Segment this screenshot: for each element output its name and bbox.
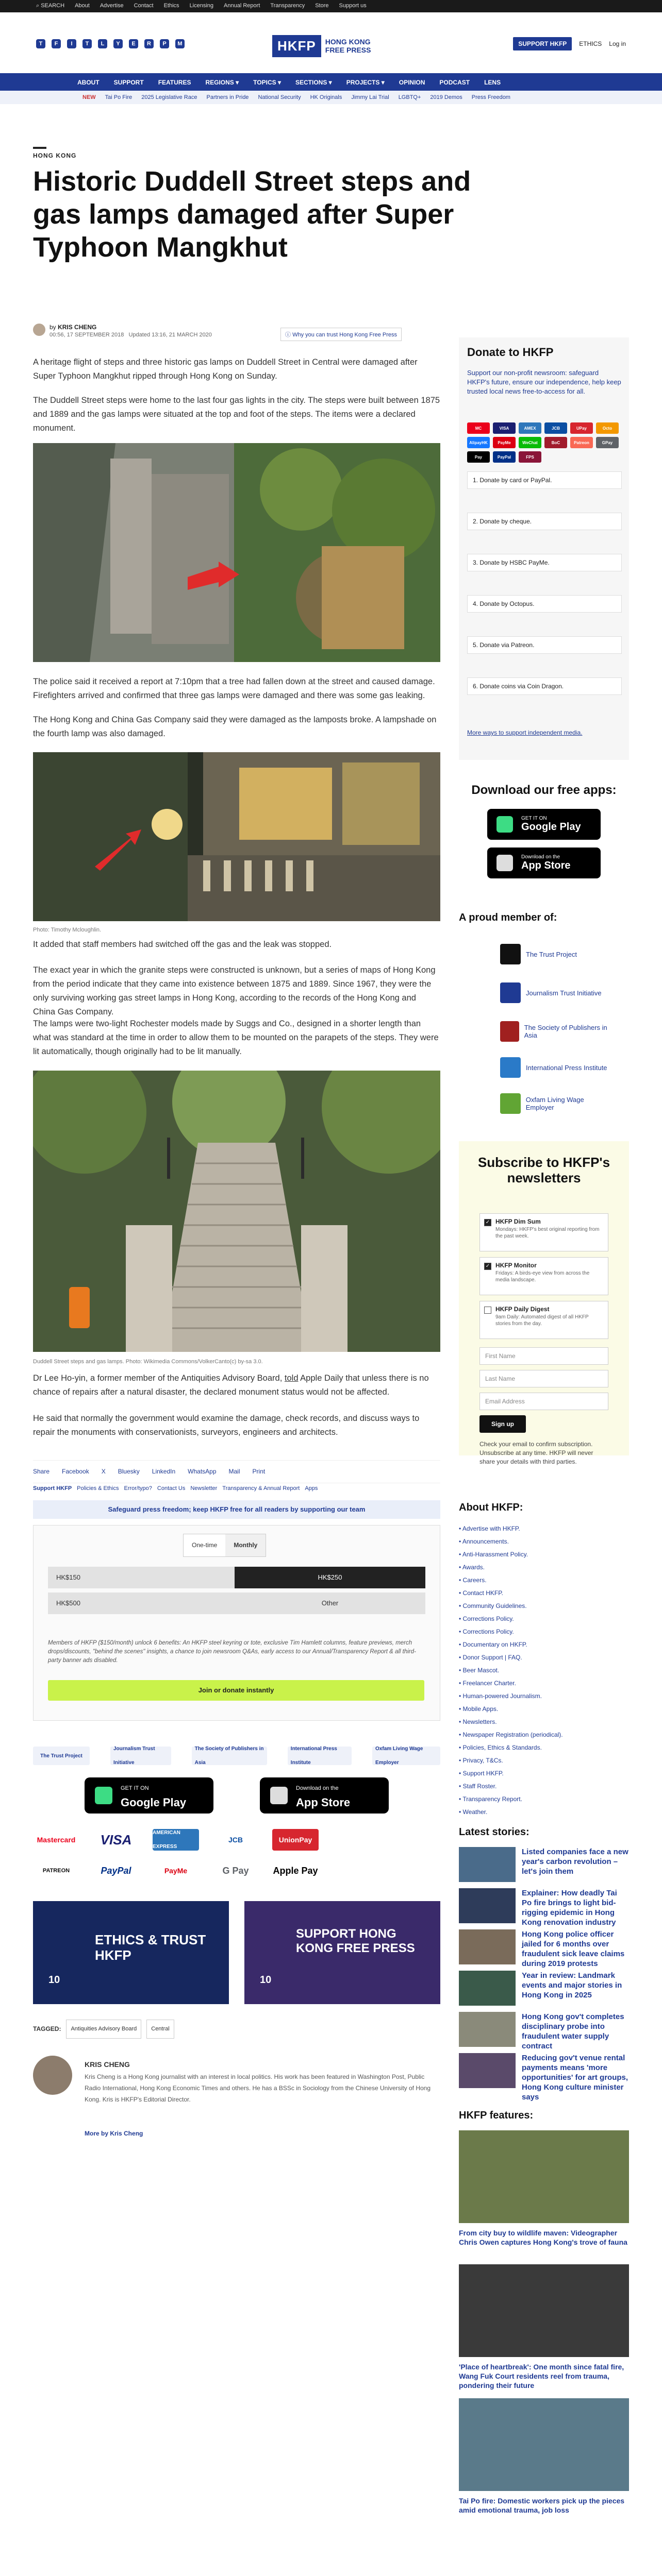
newsletter-option-desc: Mondays: HKFP's best original reporting from the past week.	[495, 1227, 600, 1239]
member-label: International Press Institute	[526, 1063, 607, 1072]
store-caption: Download on the	[296, 1785, 339, 1791]
threads-icon[interactable]: T	[82, 39, 92, 48]
donate-option-coin-dragon[interactable]: 6. Donate coins via Coin Dragon.	[467, 677, 622, 695]
payment-card-icon: Octo	[596, 422, 619, 434]
share-facebook[interactable]: Facebook	[62, 1468, 89, 1475]
store-caption: GET IT ON	[521, 816, 547, 821]
google-play-icon	[95, 1787, 112, 1804]
trust-project-badge[interactable]: The Trust Project	[33, 1747, 90, 1765]
topbar-link-licensing[interactable]: Licensing	[189, 3, 214, 9]
trust-badges	[33, 1747, 440, 1765]
topbar-link-about[interactable]: About	[75, 3, 90, 9]
article-footer-links	[33, 1482, 440, 1496]
payment-card-icon: AlipayHK	[467, 437, 490, 448]
by-prefix: by	[49, 324, 56, 331]
feature-image[interactable]	[459, 2264, 629, 2357]
topbar-link-store[interactable]: Store	[315, 3, 329, 9]
google-play-button[interactable]	[85, 1777, 213, 1814]
store-caption: GET IT ON	[121, 1785, 149, 1791]
about-link[interactable]: • Beer Mascot.	[459, 1667, 500, 1674]
story-thumbnail[interactable]	[459, 1888, 516, 1923]
paragraph: A heritage flight of steps and three historic gas lamps on Duddell Street in Central were damaged after Super Typhoon Mangkhut ripped through Hong Kong on Sunday.	[33, 358, 418, 381]
footer-link-error[interactable]: Error/typo?	[124, 1485, 152, 1492]
checkbox-checked-icon[interactable]: ✓	[484, 1263, 491, 1270]
share-whatsapp[interactable]: WhatsApp	[188, 1468, 217, 1475]
paragraph: He said that normally the government would examine the damage, check records, and discuss ways to repair the monuments with conservationists, surveyors, engineers and architects.	[33, 1414, 420, 1437]
paypal-icon: PayPal	[101, 1865, 131, 1876]
promo-badge: 10	[260, 1974, 272, 1986]
search-link[interactable]: ⌕ SEARCH	[36, 3, 65, 9]
section-rule	[33, 147, 46, 149]
paragraph-text: Dr Lee Ho-yin, a former member of the Antiquities Advisory Board,	[33, 1374, 285, 1383]
latest-story-item[interactable]	[459, 1971, 629, 2010]
monthly-option[interactable]: Monthly	[225, 1534, 266, 1556]
member-trust-project[interactable]	[500, 943, 614, 965]
newsletter-option-monitor[interactable]	[479, 1257, 608, 1295]
author-link[interactable]: KRIS CHENG	[58, 324, 97, 331]
about-link[interactable]: • Contact HKFP.	[459, 1589, 504, 1597]
twitter-icon[interactable]: T	[36, 39, 45, 48]
nav-regions[interactable]: REGIONS ▾	[205, 79, 239, 86]
about-link[interactable]: • Documentary on HKFP.	[459, 1641, 527, 1648]
sopa-badge[interactable]: The Society of Publishers in Asia	[192, 1747, 267, 1765]
about-title: About HKFP:	[459, 1502, 523, 1513]
about-links	[459, 1522, 629, 1819]
newsletter-option-title: HKFP Dim Sum	[495, 1218, 541, 1225]
email-icon[interactable]: E	[129, 39, 138, 48]
email-field[interactable]: Email Address	[479, 1393, 608, 1410]
story-headline[interactable]: Hong Kong police officer jailed for 6 months over fraudulent sick leave claims during 2019 protests	[522, 1930, 625, 1968]
topbar-link-advertise[interactable]: Advertise	[100, 3, 124, 9]
donate-title: Donate to HKFP	[467, 346, 554, 359]
trending-tai-po-fire[interactable]: Tai Po Fire	[105, 94, 133, 100]
duddell-steps-photo	[33, 1071, 440, 1352]
one-time-option[interactable]: One-time	[184, 1534, 225, 1556]
site-header	[0, 12, 662, 73]
payment-card-icon: UPay	[570, 422, 593, 434]
donation-frequency-toggle	[183, 1534, 266, 1557]
author-name[interactable]: KRIS CHENG	[85, 2060, 130, 2069]
about-link[interactable]: • Support HKFP.	[459, 1770, 504, 1777]
tags-label: TAGGED:	[33, 2025, 61, 2032]
oxfam-badge[interactable]: Oxfam Living Wage Employer	[372, 1747, 440, 1765]
updated-text: Updated 13:16, 21 MARCH 2020	[128, 332, 212, 338]
promo-text: SUPPORT HONG KONG FREE PRESS	[296, 1927, 415, 1955]
story-thumbnail[interactable]	[459, 1929, 516, 1964]
about-link[interactable]: • Freelancer Charter.	[459, 1680, 516, 1687]
payment-card-icon: MC	[467, 422, 490, 434]
jti-icon	[500, 982, 521, 1003]
checkbox-unchecked-icon[interactable]	[484, 1307, 491, 1314]
story-thumbnail[interactable]	[459, 1847, 516, 1882]
nav-opinion[interactable]: OPINION	[399, 79, 425, 86]
support-promo-banner[interactable]	[244, 1901, 440, 2004]
topbar-link-contact[interactable]: Contact	[134, 3, 154, 9]
amount-option[interactable]: HK$150	[48, 1567, 239, 1588]
about-link[interactable]: • Corrections Policy.	[459, 1615, 514, 1622]
payment-card-icon: FPS	[519, 451, 541, 463]
about-link[interactable]: • Privacy, T&Cs.	[459, 1757, 503, 1764]
paragraph: The police said it received a report at 7:10pm that a tree had fallen down at the street and caused damage. Firefighters arrived and confirmed that three gas lamps were damaged and there was some gas leaking.	[33, 677, 435, 700]
member-title: A proud member of:	[459, 912, 557, 923]
story-headline[interactable]: Explainer: How deadly Tai Po fire brings to light bid-rigging epidemic in Hong Kong renovation industry	[522, 1889, 617, 1927]
share-bar	[33, 1460, 440, 1483]
apps-title: Download our free apps:	[471, 783, 617, 797]
member-oxfam[interactable]	[500, 1092, 614, 1115]
byline-author	[49, 324, 96, 331]
logo-wordmark	[325, 38, 371, 54]
rss-icon[interactable]: R	[144, 39, 154, 48]
story-headline[interactable]: Hong Kong gov't completes disciplinary probe into fraudulent water supply contract	[522, 2012, 624, 2050]
share-print[interactable]: Print	[252, 1468, 266, 1475]
latest-story-item[interactable]	[459, 1929, 629, 1969]
podcast-icon[interactable]: P	[160, 39, 169, 48]
visa-icon: VISA	[100, 1832, 132, 1848]
paragraph: The Duddell Street steps were home to the last four gas lights in the city. The steps were built between 1875 and 1889 and the gas lamps were situated at the top and foot of the steps. The items were a declared monument.	[33, 396, 440, 433]
payment-card-icon: JCB	[544, 422, 567, 434]
paragraph: The Hong Kong and China Gas Company said they were damaged as the lamposts broke. A lampshade on the fourth lamp was also damaged.	[33, 715, 437, 738]
nav-about[interactable]: ABOUT	[77, 79, 100, 86]
member-ipi[interactable]	[500, 1056, 614, 1079]
ethics-link[interactable]: ETHICS	[579, 40, 602, 47]
trending-nav	[0, 91, 662, 104]
jcb-icon: JCB	[228, 1835, 243, 1844]
paragraph: It added that staff members had switched off the gas and the leak was stopped.	[33, 940, 332, 949]
feature-image[interactable]	[459, 2398, 629, 2491]
member-label: The Trust Project	[526, 950, 577, 958]
article-tags	[33, 2020, 440, 2039]
topbar-link-ethics[interactable]: Ethics	[163, 3, 179, 9]
paragraph: The exact year in which the granite steps were constructed is unknown, but a series of maps of Hong Kong from the period indicate that they came into existence between 1875 and 1889. Since 1967, they were the only surviving working gas street lamps in Hong Kong, according to the records of the Hong Kong and China Gas Company.	[33, 965, 436, 1016]
story-headline[interactable]: Year in review: Landmark events and major stories in Hong Kong in 2025	[522, 1971, 622, 1999]
oxfam-icon	[500, 1093, 521, 1114]
newsletter-option-title: HKFP Monitor	[495, 1262, 537, 1269]
date-text: 00:56, 17 SEPTEMBER 2018	[49, 332, 124, 338]
features-title: HKFP features:	[459, 2110, 534, 2121]
store-name: Google Play	[121, 1796, 187, 1809]
nav-topics[interactable]: TOPICS ▾	[253, 79, 281, 86]
sidebar-app-store-button[interactable]	[487, 848, 601, 878]
trending-legislative-race[interactable]: 2025 Legislative Race	[141, 94, 197, 100]
top-utility-bar	[0, 0, 662, 12]
donate-widget	[459, 337, 629, 760]
donate-option-payme[interactable]: 3. Donate by HSBC PayMe.	[467, 554, 622, 571]
payment-card-icon: Patreon	[570, 437, 593, 448]
nav-support[interactable]: SUPPORT	[113, 79, 144, 86]
trust-project-icon	[500, 944, 521, 964]
new-label: NEW	[82, 94, 96, 100]
nav-projects[interactable]: PROJECTS ▾	[346, 79, 385, 86]
feature-headline[interactable]: From city buy to wildlife maven: Videographer Chris Owen captures Hong Kong's trove of fauna	[459, 2229, 627, 2246]
footer-link-contact[interactable]: Contact Us	[157, 1485, 186, 1492]
main-nav	[0, 73, 662, 91]
about-link[interactable]: • Weather.	[459, 1808, 488, 1816]
payment-methods-row-1	[33, 1829, 440, 1851]
payme-icon: PayMe	[164, 1866, 188, 1875]
linkedin-icon[interactable]: L	[98, 39, 107, 48]
store-name: App Store	[296, 1796, 351, 1809]
section-label[interactable]: HONG KONG	[33, 152, 77, 159]
story-thumbnail[interactable]	[459, 2012, 516, 2047]
about-link[interactable]: • Advertise with HKFP.	[459, 1525, 520, 1532]
byline	[33, 320, 487, 346]
join-donate-button[interactable]: Join or donate instantly	[48, 1680, 424, 1701]
payment-methods-row-2	[33, 1860, 440, 1882]
store-name: App Store	[521, 860, 571, 871]
share-linkedin[interactable]: LinkedIn	[152, 1468, 176, 1475]
source-link[interactable]: told	[284, 1374, 299, 1383]
facebook-icon[interactable]: F	[52, 39, 61, 48]
newsletter-footnote: Check your email to confirm subscription. Unsubscribe at any time. HKFP will never share your details with third parties.	[479, 1440, 593, 1465]
about-link[interactable]: • Newspaper Registration (periodical).	[459, 1731, 563, 1738]
trending-national-security[interactable]: National Security	[258, 94, 301, 100]
footer-link-transparency[interactable]: Transparency & Annual Report	[222, 1485, 300, 1492]
apple-icon	[270, 1787, 288, 1804]
mastodon-icon[interactable]: M	[175, 39, 185, 48]
newsletter-title: Subscribe to HKFP's newsletters	[477, 1155, 610, 1185]
logo-line-1: HONG KONG	[325, 38, 371, 46]
newsletter-widget	[459, 1141, 629, 1465]
about-link[interactable]: • Careers.	[459, 1577, 487, 1584]
paragraph	[33, 1371, 440, 1399]
footer-link-newsletter[interactable]: Newsletter	[190, 1485, 218, 1492]
author-box	[33, 2056, 440, 2190]
youtube-icon[interactable]: Y	[113, 39, 123, 48]
google-play-icon	[496, 816, 513, 833]
story-thumbnail[interactable]	[459, 1971, 516, 2006]
more-ways-link[interactable]: More ways to support independent media.	[467, 729, 583, 736]
latest-story-item[interactable]	[459, 2053, 629, 2102]
story-headline[interactable]: Listed companies face a new year's carbon revolution – let's join them	[522, 1848, 628, 1876]
membership-benefits: Members of HKFP ($150/month) unlock 6 benefits: An HKFP steel keyring or tote, exclusive Tim Hamlett columns, feature previews, merch drops/discounts, "behind the scenes" insights, a chance to join newsroom Q&As, early access to our Annual/Transparency Report & all third-party banner ads disabled.	[48, 1640, 416, 1664]
newsletter-option-desc: 9am Daily: Automated digest of all HKFP stories from the day.	[495, 1314, 589, 1327]
footer-link-support[interactable]: Support HKFP	[33, 1485, 72, 1492]
trending-2019-demos[interactable]: 2019 Demos	[430, 94, 462, 100]
donate-option-patreon[interactable]: 5. Donate via Patreon.	[467, 636, 622, 654]
member-label: Oxfam Living Wage Employer	[525, 1096, 584, 1111]
amount-option[interactable]: HK$500	[48, 1592, 239, 1614]
sopa-icon	[500, 1021, 519, 1042]
author-photo[interactable]	[33, 2056, 72, 2095]
about-link[interactable]: • Announcements.	[459, 1538, 509, 1545]
jti-badge[interactable]: Journalism Trust Initiative	[110, 1747, 171, 1765]
trending-lgbtq[interactable]: LGBTQ+	[398, 94, 421, 100]
member-jti[interactable]	[500, 981, 614, 1004]
about-link[interactable]: • Anti-Harassment Policy.	[459, 1551, 528, 1558]
footer-link-apps[interactable]: Apps	[305, 1485, 318, 1492]
share-label: Share	[33, 1468, 50, 1475]
newsletter-option-desc: Fridays: A birds-eye view from across the media landscape.	[495, 1270, 590, 1283]
social-icons	[36, 39, 185, 48]
ethics-promo-banner[interactable]	[33, 1901, 229, 2004]
author-avatar[interactable]	[33, 324, 45, 336]
about-link[interactable]: • Newsletters.	[459, 1718, 497, 1725]
feature-headline[interactable]: Tai Po fire: Domestic workers pick up the pieces amid emotional trauma, job loss	[459, 2497, 625, 2514]
mastercard-icon: Mastercard	[37, 1835, 76, 1844]
author-bio: Kris Cheng is a Hong Kong journalist with an interest in local politics. His work has been featured in Washington Post, Public Radio International, Hong Kong Economic Times and others. He has a BSSc in Sociology from the Chinese University of Hong Kong. Kris is HKFP's Editorial Director.	[85, 2073, 431, 2103]
feature-headline[interactable]: 'Place of heartbreak': One month since fatal fire, Wang Fuk Court residents reel from trauma, pondering their future	[459, 2363, 624, 2389]
store-caption: Download on the	[521, 854, 560, 860]
gas-lamp-photo	[33, 752, 440, 921]
google-pay-icon: G Pay	[222, 1865, 249, 1876]
newsletter-option-daily-digest[interactable]	[479, 1301, 608, 1339]
trending-press-freedom[interactable]: Press Freedom	[471, 94, 510, 100]
about-link[interactable]: • Community Guidelines.	[459, 1602, 527, 1609]
more-by-author-link[interactable]: More by Kris Cheng	[85, 2130, 143, 2137]
newsletter-option-dim-sum[interactable]	[479, 1213, 608, 1251]
footer-link-policies[interactable]: Policies & Ethics	[77, 1485, 119, 1492]
topbar-link-support[interactable]: Support us	[339, 3, 367, 9]
latest-title: Latest stories:	[459, 1826, 529, 1838]
publish-date	[49, 332, 212, 338]
latest-story-item[interactable]	[459, 1888, 629, 1927]
payment-card-icon: PayPal	[493, 451, 516, 463]
donate-intro[interactable]: Support our non-profit newsroom: safeguard HKFP's future, ensure our independence, help keep trusted local news free-to-access for all.	[467, 369, 621, 395]
trending-partners-in-pride[interactable]: Partners in Pride	[206, 94, 249, 100]
paragraph-text: Apple Daily that unless there is no chance of repairs after a natural disaster, the declared monument status would not be affected.	[33, 1374, 429, 1397]
latest-story-item[interactable]	[459, 1847, 629, 1886]
payment-card-icon: AMEX	[519, 422, 541, 434]
app-store-row	[85, 1777, 389, 1814]
ipi-icon	[500, 1057, 521, 1078]
topbar-link-annual-report[interactable]: Annual Report	[224, 3, 260, 9]
logo-mark: HKFP	[272, 35, 321, 57]
ipi-badge[interactable]: International Press Institute	[288, 1747, 352, 1765]
about-link[interactable]: • Corrections Policy.	[459, 1628, 514, 1635]
steps-damage-photo	[33, 443, 440, 662]
story-headline[interactable]: Reducing gov't venue rental payments means 'more opportunities' for art groups, Hong Kong culture minister says	[522, 2054, 628, 2102]
why-trust-link[interactable]: ⓘ Why you can trust Hong Kong Free Press	[280, 328, 402, 341]
payment-cards	[467, 422, 622, 463]
nav-features[interactable]: FEATURES	[158, 79, 191, 86]
share-mail[interactable]: Mail	[228, 1468, 240, 1475]
store-name: Google Play	[521, 821, 581, 833]
member-label: The Society of Publishers in Asia	[524, 1024, 607, 1039]
safeguard-banner[interactable]: Safeguard press freedom; keep HKFP free for all readers by supporting our team	[33, 1500, 440, 1519]
donate-option-cheque[interactable]: 2. Donate by cheque.	[467, 513, 622, 530]
payment-card-icon: GPay	[596, 437, 619, 448]
about-link[interactable]: • Staff Roster.	[459, 1783, 497, 1790]
photo-caption: Duddell Street steps and gas lamps. Photo: Wikimedia Commons/VolkerCanto(c) by-sa 3.0.	[33, 1359, 263, 1365]
share-x[interactable]: X	[101, 1468, 106, 1475]
newsletter-option-title: HKFP Daily Digest	[495, 1306, 550, 1313]
tag-item[interactable]: Central	[146, 2020, 174, 2039]
payment-card-icon: PayMe	[493, 437, 516, 448]
login-link[interactable]: Log in	[609, 40, 626, 47]
logo-line-2: FREE PRESS	[325, 46, 371, 54]
instagram-icon[interactable]: I	[67, 39, 76, 48]
amex-icon: AMERICAN EXPRESS	[153, 1829, 199, 1851]
payment-card-icon: BoC	[544, 437, 567, 448]
header-actions	[513, 37, 626, 50]
nav-sections[interactable]: SECTIONS ▾	[295, 79, 332, 86]
about-link[interactable]: • Policies, Ethics & Standards.	[459, 1744, 542, 1751]
trending-hk-originals[interactable]: HK Originals	[310, 94, 342, 100]
article-title: Historic Duddell Street steps and gas lamps damaged after Super Typhoon Mangkhut	[33, 166, 471, 263]
tag-item[interactable]: Antiquities Advisory Board	[66, 2020, 141, 2039]
apple-pay-icon: Apple Pay	[273, 1865, 318, 1876]
unionpay-icon: UnionPay	[272, 1829, 319, 1851]
first-name-field[interactable]: First Name	[479, 1347, 608, 1365]
about-link[interactable]: • Awards.	[459, 1564, 485, 1571]
topbar-link-transparency[interactable]: Transparency	[270, 3, 305, 9]
story-thumbnail[interactable]	[459, 2053, 516, 2088]
latest-story-item[interactable]	[459, 2012, 629, 2051]
trending-jimmy-lai-trial[interactable]: Jimmy Lai Trial	[351, 94, 389, 100]
amount-option-selected[interactable]: HK$250	[235, 1567, 425, 1588]
why-trust-label: Why you can trust Hong Kong Free Press	[292, 332, 398, 338]
paragraph: The lamps were two-light Rochester models made by Suggs and Co., designed in a shorter length than what was standard at the time in order to allow them to be mounted on the parapets of the steps. They were lit automatically, though originally had to be lit manually.	[33, 1019, 439, 1056]
about-link[interactable]: • Donor Support | FAQ.	[459, 1654, 522, 1661]
about-link[interactable]: • Transparency Report.	[459, 1795, 522, 1803]
photo-caption: Photo: Timothy Mcloughlin.	[33, 927, 102, 933]
promo-badge: 10	[48, 1974, 60, 1986]
payment-card-icon: VISA	[493, 422, 516, 434]
sidebar-google-play-button[interactable]	[487, 809, 601, 840]
app-store-button[interactable]	[260, 1777, 389, 1814]
checkbox-checked-icon[interactable]: ✓	[484, 1219, 491, 1226]
nav-podcast[interactable]: PODCAST	[439, 79, 470, 86]
member-label: Journalism Trust Initiative	[526, 989, 602, 997]
apple-icon	[496, 855, 513, 871]
about-link[interactable]: • Mobile Apps.	[459, 1705, 499, 1713]
donation-box	[33, 1525, 440, 1721]
share-bluesky[interactable]: Bluesky	[118, 1468, 140, 1475]
about-link[interactable]: • Human-powered Journalism.	[459, 1692, 542, 1700]
last-name-field[interactable]: Last Name	[479, 1370, 608, 1387]
payment-card-icon: Pay	[467, 451, 490, 463]
donate-option-octopus[interactable]: 4. Donate by Octopus.	[467, 595, 622, 613]
feature-image[interactable]	[459, 2130, 629, 2223]
amount-other[interactable]: Other	[235, 1592, 425, 1614]
hkfp-logo[interactable]	[272, 33, 391, 59]
support-hkfp-button[interactable]: SUPPORT HKFP	[513, 37, 572, 50]
donate-option-card[interactable]: 1. Donate by card or PayPal.	[467, 471, 622, 489]
nav-lens[interactable]: LENS	[484, 79, 501, 86]
payment-card-icon: WeChat	[519, 437, 541, 448]
sign-up-button[interactable]: Sign up	[479, 1415, 526, 1433]
patreon-icon: PATREON	[42, 1867, 70, 1874]
member-sopa[interactable]	[500, 1020, 614, 1043]
promo-text: ETHICS & TRUST HKFP	[95, 1932, 206, 1963]
